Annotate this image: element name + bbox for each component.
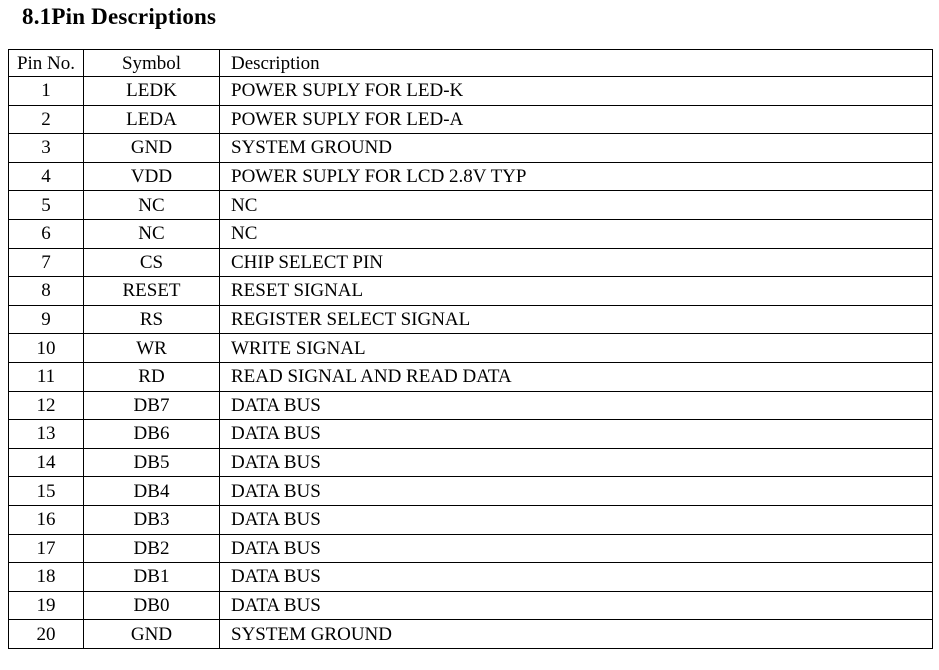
pin-number-cell: 13 bbox=[9, 420, 84, 449]
symbol-cell: LEDK bbox=[84, 77, 220, 106]
table-row bbox=[9, 162, 933, 191]
symbol-cell: VDD bbox=[84, 162, 220, 191]
symbol-cell: DB4 bbox=[84, 477, 220, 506]
pin-description-table bbox=[8, 49, 933, 649]
pin-number-cell: 8 bbox=[9, 277, 84, 306]
table-row bbox=[9, 505, 933, 534]
symbol-cell: WR bbox=[84, 334, 220, 363]
section-title: 8.1Pin Descriptions bbox=[22, 4, 217, 29]
description-cell: NC bbox=[220, 191, 933, 220]
table-row bbox=[9, 362, 933, 391]
pin-number-cell: 14 bbox=[9, 448, 84, 477]
table-row bbox=[9, 305, 933, 334]
description-cell: DATA BUS bbox=[220, 505, 933, 534]
description-cell: DATA BUS bbox=[220, 591, 933, 620]
description-cell: REGISTER SELECT SIGNAL bbox=[220, 305, 933, 334]
description-cell: DATA BUS bbox=[220, 477, 933, 506]
pin-number-cell: 10 bbox=[9, 334, 84, 363]
table-body bbox=[9, 77, 933, 649]
description-cell: DATA BUS bbox=[220, 448, 933, 477]
pin-number-cell: 18 bbox=[9, 563, 84, 592]
pin-number-cell: 3 bbox=[9, 134, 84, 163]
description-cell: DATA BUS bbox=[220, 391, 933, 420]
pin-number-cell: 17 bbox=[9, 534, 84, 563]
pin-number-cell: 19 bbox=[9, 591, 84, 620]
table-row bbox=[9, 534, 933, 563]
symbol-cell: DB3 bbox=[84, 505, 220, 534]
description-cell: NC bbox=[220, 219, 933, 248]
table-row bbox=[9, 334, 933, 363]
table-row bbox=[9, 448, 933, 477]
pin-number-cell: 15 bbox=[9, 477, 84, 506]
symbol-cell: DB6 bbox=[84, 420, 220, 449]
symbol-cell: RD bbox=[84, 362, 220, 391]
description-cell: READ SIGNAL AND READ DATA bbox=[220, 362, 933, 391]
table-row bbox=[9, 105, 933, 134]
table-row bbox=[9, 219, 933, 248]
symbol-cell: DB0 bbox=[84, 591, 220, 620]
symbol-cell: GND bbox=[84, 620, 220, 649]
table-row bbox=[9, 477, 933, 506]
header-pin-no: Pin No. bbox=[9, 50, 84, 77]
table-row bbox=[9, 620, 933, 649]
symbol-cell: LEDA bbox=[84, 105, 220, 134]
symbol-cell: GND bbox=[84, 134, 220, 163]
pin-number-cell: 7 bbox=[9, 248, 84, 277]
table-row bbox=[9, 134, 933, 163]
table-row bbox=[9, 563, 933, 592]
header-symbol: Symbol bbox=[84, 50, 220, 77]
symbol-cell: DB5 bbox=[84, 448, 220, 477]
description-cell: RESET SIGNAL bbox=[220, 277, 933, 306]
symbol-cell: DB7 bbox=[84, 391, 220, 420]
description-cell: DATA BUS bbox=[220, 420, 933, 449]
header-description: Description bbox=[220, 50, 933, 77]
description-cell: DATA BUS bbox=[220, 534, 933, 563]
description-cell: POWER SUPLY FOR LCD 2.8V TYP bbox=[220, 162, 933, 191]
pin-number-cell: 20 bbox=[9, 620, 84, 649]
table-row bbox=[9, 391, 933, 420]
description-cell: DATA BUS bbox=[220, 563, 933, 592]
symbol-cell: CS bbox=[84, 248, 220, 277]
pin-number-cell: 9 bbox=[9, 305, 84, 334]
symbol-cell: RS bbox=[84, 305, 220, 334]
pin-number-cell: 4 bbox=[9, 162, 84, 191]
description-cell: SYSTEM GROUND bbox=[220, 620, 933, 649]
table-row bbox=[9, 591, 933, 620]
pin-number-cell: 5 bbox=[9, 191, 84, 220]
table-header-row bbox=[9, 50, 933, 77]
table-row bbox=[9, 277, 933, 306]
symbol-cell: DB2 bbox=[84, 534, 220, 563]
description-cell: POWER SUPLY FOR LED-K bbox=[220, 77, 933, 106]
description-cell: CHIP SELECT PIN bbox=[220, 248, 933, 277]
pin-number-cell: 16 bbox=[9, 505, 84, 534]
table-row bbox=[9, 191, 933, 220]
pin-number-cell: 6 bbox=[9, 219, 84, 248]
table-row bbox=[9, 248, 933, 277]
pin-number-cell: 11 bbox=[9, 362, 84, 391]
table-row bbox=[9, 77, 933, 106]
symbol-cell: NC bbox=[84, 219, 220, 248]
description-cell: SYSTEM GROUND bbox=[220, 134, 933, 163]
pin-number-cell: 12 bbox=[9, 391, 84, 420]
pin-number-cell: 1 bbox=[9, 77, 84, 106]
description-cell: POWER SUPLY FOR LED-A bbox=[220, 105, 933, 134]
description-cell: WRITE SIGNAL bbox=[220, 334, 933, 363]
pin-number-cell: 2 bbox=[9, 105, 84, 134]
symbol-cell: RESET bbox=[84, 277, 220, 306]
table-row bbox=[9, 420, 933, 449]
symbol-cell: DB1 bbox=[84, 563, 220, 592]
symbol-cell: NC bbox=[84, 191, 220, 220]
